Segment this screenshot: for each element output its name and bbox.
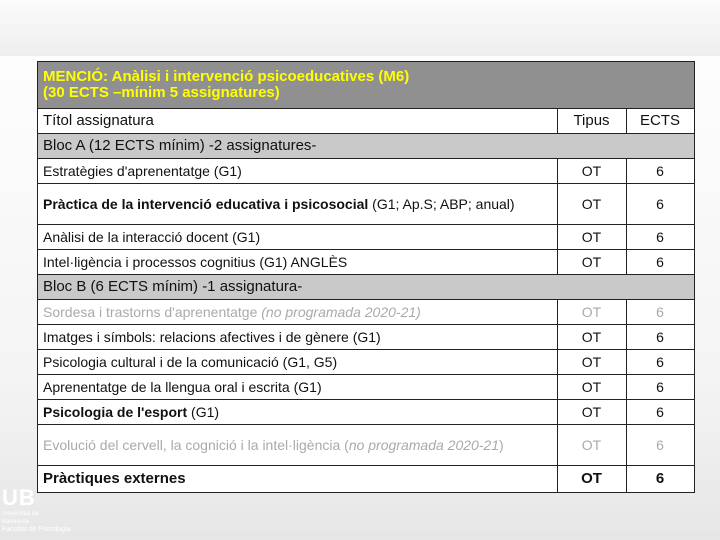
course-type: OT <box>558 250 627 275</box>
column-header-row <box>38 109 695 134</box>
course-note: no programada 2020-21 <box>348 437 500 453</box>
course-type: OT <box>558 466 627 493</box>
course-name: Intel·ligència i processos cognitius (G1) ANGLÈS <box>38 250 558 275</box>
course-name: Estratègies d'aprenentatge (G1) <box>38 159 558 184</box>
table-row <box>38 400 695 425</box>
course-name-detail: (G1) <box>187 404 220 420</box>
course-type: OT <box>558 375 627 400</box>
course-type: OT <box>558 350 627 375</box>
course-name-detail: (G1; Ap.S; ABP; anual) <box>368 196 515 212</box>
course-type: OT <box>558 325 627 350</box>
course-name <box>38 466 558 493</box>
table-row <box>38 300 695 325</box>
course-ects: 6 <box>627 325 695 350</box>
course-type: OT <box>558 400 627 425</box>
course-ects: 6 <box>627 250 695 275</box>
table-title-row <box>38 62 695 109</box>
course-name: Psicologia cultural i de la comunicació (G1, G5) <box>38 350 558 375</box>
course-type: OT <box>558 300 627 325</box>
table-row <box>38 425 695 466</box>
course-ects: 6 <box>627 400 695 425</box>
table-row <box>38 250 695 275</box>
table-row <box>38 350 695 375</box>
course-ects: 6 <box>627 300 695 325</box>
table-title <box>38 62 695 109</box>
course-name-text: Sordesa i trastorns d'aprenentatge <box>43 304 262 320</box>
table-row <box>38 159 695 184</box>
table-row <box>38 225 695 250</box>
column-header-title: Títol assignatura <box>38 109 558 134</box>
course-name-text: Evolució del cervell, la cognició i la intel·ligència ( <box>43 437 349 453</box>
column-header-type: Tipus <box>558 109 627 134</box>
course-table <box>37 61 695 493</box>
bloc-a-header <box>38 134 695 159</box>
column-header-ects: ECTS <box>627 109 695 134</box>
course-ects: 6 <box>627 375 695 400</box>
course-ects: 6 <box>627 466 695 493</box>
course-note: (no programada 2020-21) <box>261 304 421 320</box>
bloc-a-label: Bloc A (12 ECTS mínim) -2 assignatures- <box>38 134 695 159</box>
course-name <box>38 300 558 325</box>
course-ects: 6 <box>627 225 695 250</box>
university-logo <box>2 485 71 538</box>
course-name <box>38 184 558 225</box>
course-type: OT <box>558 184 627 225</box>
course-ects: 6 <box>627 350 695 375</box>
bloc-b-label: Bloc B (6 ECTS mínim) -1 assignatura- <box>38 275 695 300</box>
logo-mark: UB <box>2 485 36 510</box>
course-name <box>38 425 558 466</box>
course-name-bold: Psicologia de l'esport <box>43 404 188 420</box>
course-ects: 6 <box>627 425 695 466</box>
logo-line-3: Facultat de Psicologia <box>2 526 71 533</box>
slide-background-band <box>0 0 720 56</box>
title-line-2: (30 ECTS –mínim 5 assignatures) <box>43 84 280 101</box>
logo-line-1: Universitat de <box>2 511 39 517</box>
course-type: OT <box>558 225 627 250</box>
logo-line-2: Barcelona <box>2 519 30 525</box>
course-name-bold: Pràctiques externes <box>43 470 186 487</box>
course-name-bold: Pràctica de la intervenció educativa i psicosocial <box>43 196 369 212</box>
course-name-tail: ) <box>499 437 504 453</box>
table-row <box>38 325 695 350</box>
course-name: Imatges i símbols: relacions afectives i de gènere (G1) <box>38 325 558 350</box>
course-name: Aprenentatge de la llengua oral i escrita (G1) <box>38 375 558 400</box>
course-ects: 6 <box>627 184 695 225</box>
bloc-b-header <box>38 275 695 300</box>
table-row <box>38 466 695 493</box>
course-type: OT <box>558 159 627 184</box>
course-ects: 6 <box>627 159 695 184</box>
course-name <box>38 400 558 425</box>
course-type: OT <box>558 425 627 466</box>
title-line-1: MENCIÓ: Anàlisi i intervenció psicoeducatives (M6) <box>43 68 410 85</box>
course-name: Anàlisi de la interacció docent (G1) <box>38 225 558 250</box>
table-row <box>38 184 695 225</box>
table-row <box>38 375 695 400</box>
